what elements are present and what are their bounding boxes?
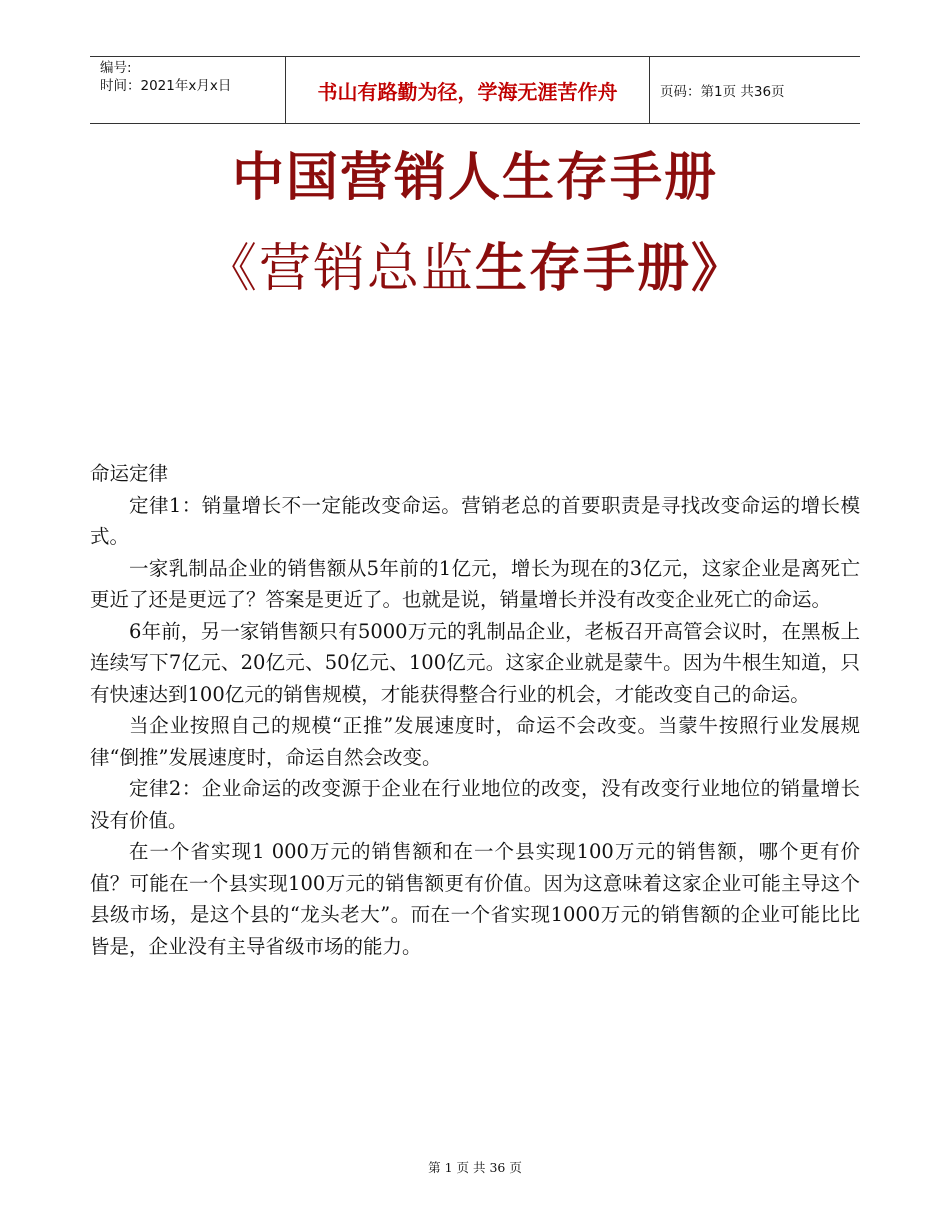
- section-heading: 命运定律: [90, 462, 169, 485]
- body-paragraph: 定律2：企业命运的改变源于企业在行业地位的改变，没有改变行业地位的销量增长没有价值。: [90, 777, 860, 832]
- document-body: [90, 458, 860, 962]
- body-paragraph: 定律1：销量增长不一定能改变命运。营销老总的首要职责是寻找改变命运的增长模式。: [90, 493, 860, 548]
- document-title: 中国营销人生存手册: [231, 148, 718, 208]
- time-label: 时间：2021年x月x日: [100, 78, 232, 94]
- body-paragraph: 6年前，另一家销售额只有5000万元的乳制品企业，老板召开高管会议时，在黑板上连续写下7亿元、20亿元、50亿元、100亿元。这家企业就是蒙牛。因为牛根生知道，只有快速达到100亿元的销售规模，才能获得整合行业的机会，才能改变自己的命运。: [90, 619, 860, 706]
- subtitle-part-normal: 《营销总监: [204, 239, 475, 299]
- header-motto: 书山有路勤为径，学海无涯苦作舟: [285, 57, 650, 123]
- document-subtitle: [0, 236, 950, 302]
- body-paragraph: 在一个省实现1 000万元的销售额和在一个县实现100万元的销售额，哪个更有价值？可能在一个县实现100万元的销售额更有价值。因为这意味着这家企业可能主导这个县级市场，是这个县的“龙头老大”。而在一个省实现1000万元的销售额的企业可能比比皆是，企业没有主导省级市场的能力。: [90, 840, 860, 958]
- body-paragraph: 一家乳制品企业的销售额从5年前的1亿元，增长为现在的3亿元，这家企业是离死亡更近了还是更远了？答案是更近了。也就是说，销量增长并没有改变企业死亡的命运。: [90, 556, 860, 611]
- header-meta: [90, 57, 285, 123]
- page-footer: 第 1 页 共 36 页: [428, 1160, 522, 1175]
- header-page-info: 页码：第1页 共36页: [660, 84, 785, 100]
- number-label: 编号:: [100, 60, 132, 76]
- subtitle-part-bold: 生存手册》: [475, 239, 746, 299]
- page-header: [90, 56, 860, 124]
- body-paragraph: 当企业按照自己的规模“正推”发展速度时，命运不会改变。当蒙牛按照行业发展规律“倒推”发展速度时，命运自然会改变。: [90, 714, 860, 769]
